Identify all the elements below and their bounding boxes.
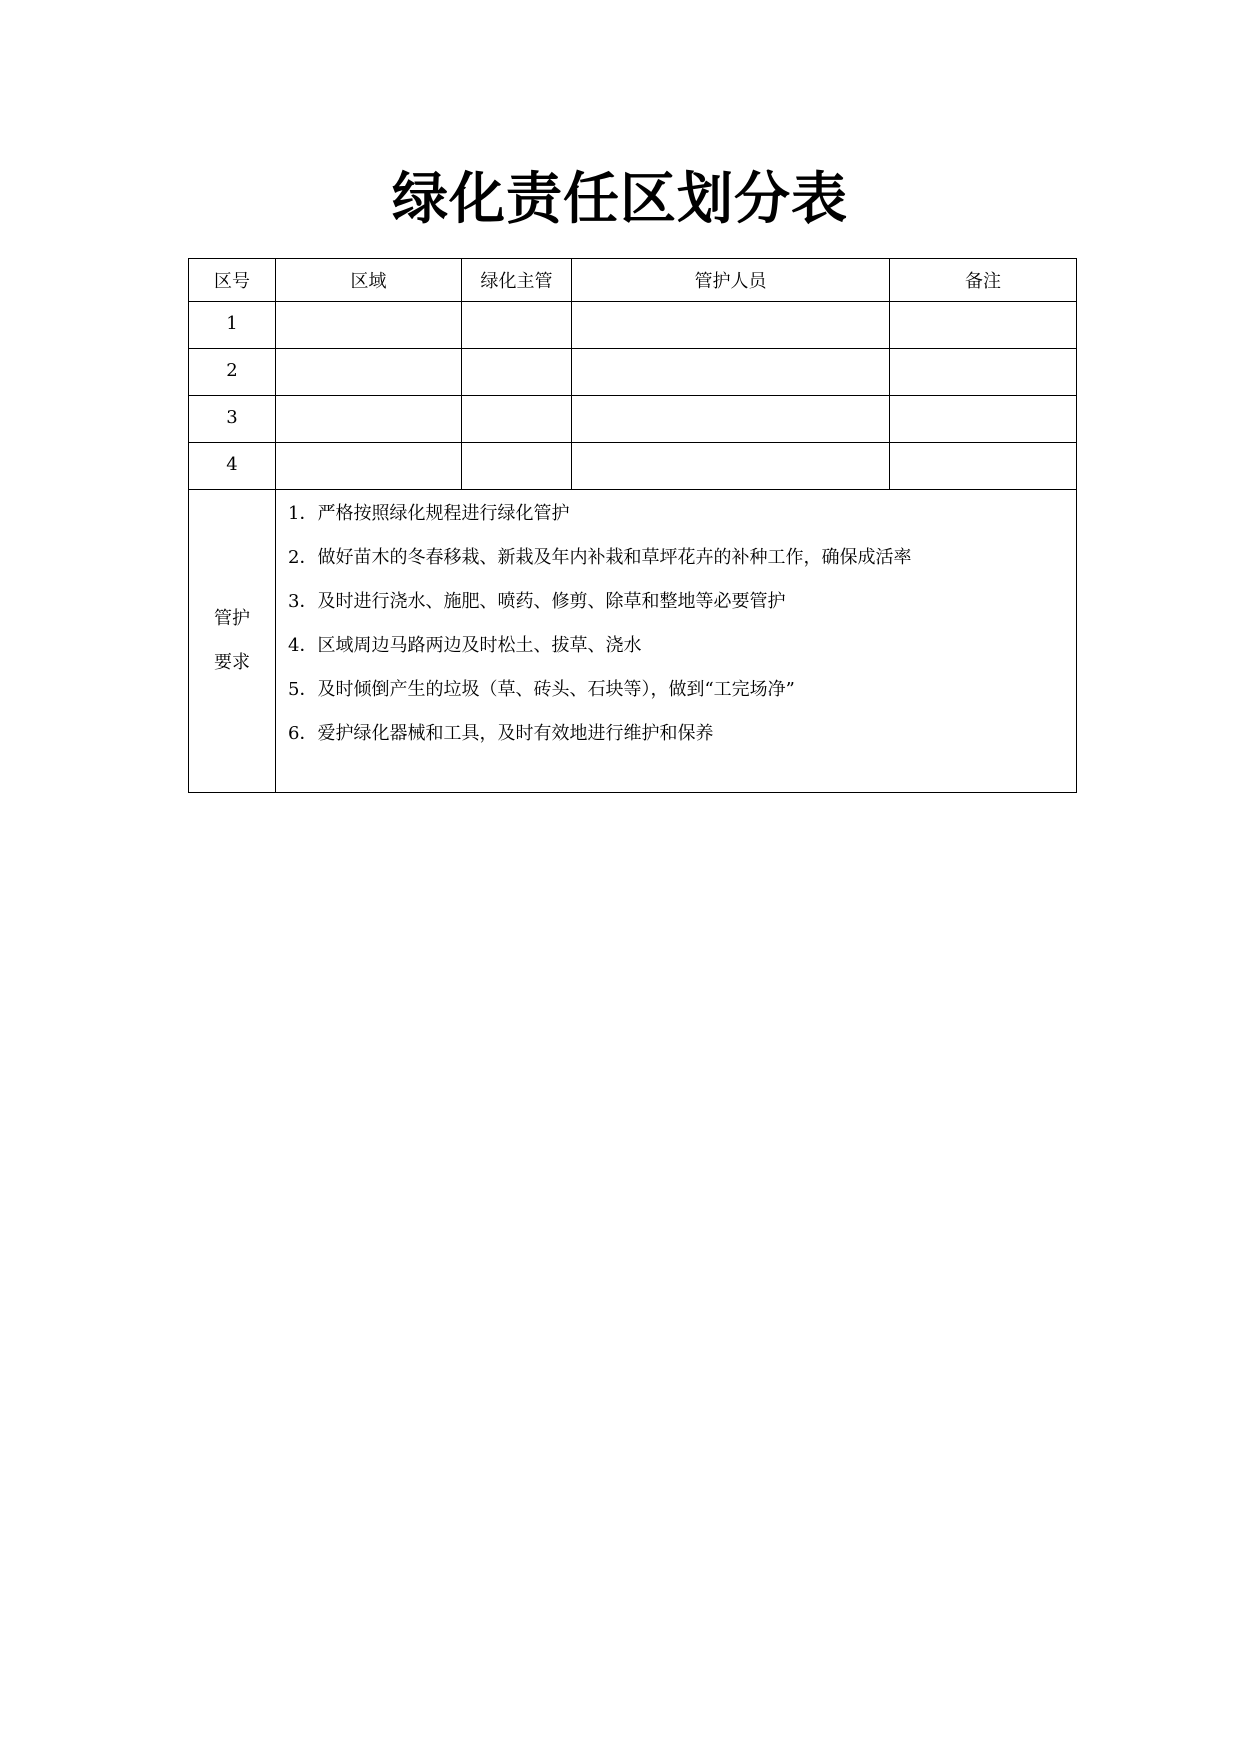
page-title: 绿化责任区划分表 [392, 166, 848, 232]
requirements-label-line1: 管护 [214, 608, 250, 629]
header-area: 区域 [276, 259, 462, 302]
remark-cell [890, 396, 1077, 443]
supervisor-cell [462, 349, 572, 396]
caretakers-cell [572, 349, 890, 396]
zone-no-cell: 2 [189, 349, 276, 396]
supervisor-cell [462, 443, 572, 490]
remark-cell [890, 349, 1077, 396]
area-cell [276, 302, 462, 349]
requirements-label-line2: 要求 [214, 652, 250, 673]
requirement-item: 5．及时倾倒产生的垃圾（草、砖头、石块等），做到“工完场净” [288, 679, 795, 700]
table-row [189, 302, 1077, 349]
zone-no-cell: 3 [189, 396, 276, 443]
header-caretakers: 管护人员 [572, 259, 890, 302]
zone-no-cell: 4 [189, 443, 276, 490]
zone-no-cell: 1 [189, 302, 276, 349]
requirement-item: 1．严格按照绿化规程进行绿化管护 [288, 503, 570, 524]
responsibility-table [188, 258, 1077, 793]
table-row [189, 396, 1077, 443]
table-row [189, 443, 1077, 490]
header-remark: 备注 [890, 259, 1077, 302]
requirement-item: 6．爱护绿化器械和工具，及时有效地进行维护和保养 [288, 723, 714, 744]
requirements-row [189, 490, 1077, 793]
header-zone-no: 区号 [189, 259, 276, 302]
area-cell [276, 443, 462, 490]
remark-cell [890, 443, 1077, 490]
supervisor-cell [462, 302, 572, 349]
supervisor-cell [462, 396, 572, 443]
area-cell [276, 396, 462, 443]
requirement-item: 3．及时进行浇水、施肥、喷药、修剪、除草和整地等必要管护 [288, 591, 786, 612]
header-supervisor: 绿化主管 [462, 259, 572, 302]
requirement-item: 4．区域周边马路两边及时松土、拔草、浇水 [288, 635, 642, 656]
requirements-label-cell [189, 490, 276, 793]
requirement-item: 2．做好苗木的冬春移栽、新栽及年内补栽和草坪花卉的补种工作，确保成活率 [288, 547, 912, 568]
remark-cell [890, 302, 1077, 349]
table-header-row [189, 259, 1077, 302]
requirements-list [288, 492, 1076, 756]
caretakers-cell [572, 302, 890, 349]
requirements-content-cell [276, 490, 1077, 793]
caretakers-cell [572, 443, 890, 490]
area-cell [276, 349, 462, 396]
caretakers-cell [572, 396, 890, 443]
table-row [189, 349, 1077, 396]
